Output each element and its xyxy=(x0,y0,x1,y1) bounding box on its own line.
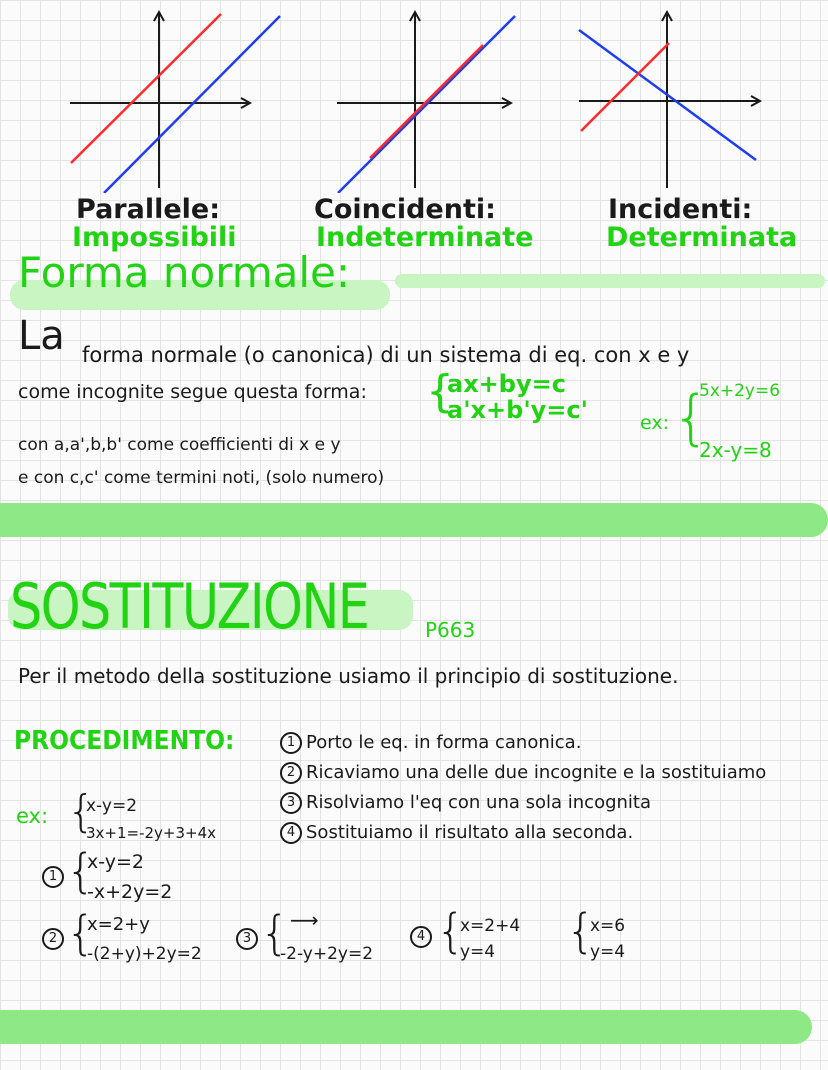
solution-step-2-eq1: x=2+y xyxy=(87,914,150,935)
forma-ex-eq2: 2x-y=8 xyxy=(699,438,772,462)
graph-sublabel-coincidenti: Indeterminate xyxy=(316,222,534,253)
solution-step-3-arrow: ⟶ xyxy=(290,908,319,932)
step-3 xyxy=(280,792,651,814)
graph-parallele xyxy=(66,8,286,193)
graph-label-coincidenti: Coincidenti: xyxy=(314,194,496,225)
step-number: 1 xyxy=(42,866,64,888)
divider-band-2 xyxy=(0,1010,812,1044)
graph-sublabel-incidenti: Determinata xyxy=(606,222,798,253)
blue-line xyxy=(338,16,515,193)
step-number: 4 xyxy=(410,926,432,948)
forma-system-eq1: ax+by=c xyxy=(447,370,566,398)
forma-ex-eq1: 5x+2y=6 xyxy=(699,381,781,401)
forma-ex-brace: { xyxy=(672,383,711,453)
graph-coincidenti xyxy=(333,8,533,193)
final-result-y: y=4 xyxy=(590,942,626,962)
graph-label-parallele: Parallele: xyxy=(76,194,221,225)
step-number: 2 xyxy=(280,762,302,784)
solution-step-1-brace: { xyxy=(66,844,96,898)
forma-line4: e con c,c' come termini noti, (solo numero) xyxy=(18,468,385,488)
solution-step-1-eq2: -x+2y=2 xyxy=(87,881,173,903)
solution-step-2-eq2: -(2+y)+2y=2 xyxy=(87,944,202,964)
solution-step-1-eq1: x-y=2 xyxy=(87,851,145,873)
solution-step-1 xyxy=(42,866,68,888)
step-text: Risolviamo l'eq con una sola incognita xyxy=(306,792,652,813)
sost-title: SOSTITUZIONE xyxy=(10,570,369,643)
forma-line2: come incognite segue questa forma: xyxy=(18,381,367,403)
step-2 xyxy=(280,762,766,784)
sost-ex-eq1: x-y=2 xyxy=(86,796,138,816)
forma-system-eq2: a'x+b'y=c' xyxy=(447,396,588,424)
solution-step-3-eq: -2-y+2y=2 xyxy=(280,944,374,964)
step-number: 4 xyxy=(280,822,302,844)
sost-ex-label: ex: xyxy=(16,804,49,828)
sost-ex-brace: { xyxy=(67,786,95,837)
divider-band-1 xyxy=(0,503,828,537)
forma-line1-drop: La xyxy=(18,313,65,359)
solution-step-3-brace: { xyxy=(260,906,290,960)
step-number: 2 xyxy=(42,928,64,950)
solution-step-3 xyxy=(236,928,262,950)
step-number: 1 xyxy=(280,732,302,754)
step-number: 3 xyxy=(236,928,258,950)
step-1 xyxy=(280,732,581,754)
red-line xyxy=(71,14,221,163)
solution-step-2-brace: { xyxy=(66,906,96,960)
sost-intro: Per il metodo della sostituzione usiamo il principio di sostituzione. xyxy=(18,664,679,688)
forma-ex-label: ex: xyxy=(640,412,670,434)
step-text: Ricaviamo una delle due incognite e la sostituiamo xyxy=(306,762,767,783)
forma-system-brace: { xyxy=(426,366,454,417)
step-4 xyxy=(280,822,633,844)
graph-incidenti xyxy=(576,8,766,193)
final-result-brace: { xyxy=(566,904,596,958)
final-result-x: x=6 xyxy=(590,916,626,936)
step-text: Sostituiamo il risultato alla seconda. xyxy=(306,822,634,843)
solution-step-4 xyxy=(410,926,436,948)
graph-label-incidenti: Incidenti: xyxy=(608,194,753,225)
forma-line3: con a,a',b,b' come coefficienti di x e y xyxy=(18,435,341,455)
procedimento-label: PROCEDIMENTO: xyxy=(14,726,235,756)
solution-step-4-brace: { xyxy=(436,904,466,958)
red-line xyxy=(370,45,483,158)
step-text: Porto le eq. in forma canonica. xyxy=(306,732,582,753)
solution-step-2 xyxy=(42,928,68,950)
sost-ex-eq2: 3x+1=-2y+3+4x xyxy=(86,824,217,842)
step-number: 3 xyxy=(280,792,302,814)
forma-title: Forma normale: xyxy=(18,248,351,297)
graph-sublabel-parallele: Impossibili xyxy=(72,222,237,253)
title-underline xyxy=(395,274,825,288)
solution-step-4-eq1: x=2+4 xyxy=(460,916,521,936)
forma-line1: forma normale (o canonica) di un sistema di eq. con x e y xyxy=(82,343,690,367)
sost-page-ref: P663 xyxy=(425,618,476,642)
solution-step-4-eq2: y=4 xyxy=(460,942,496,962)
